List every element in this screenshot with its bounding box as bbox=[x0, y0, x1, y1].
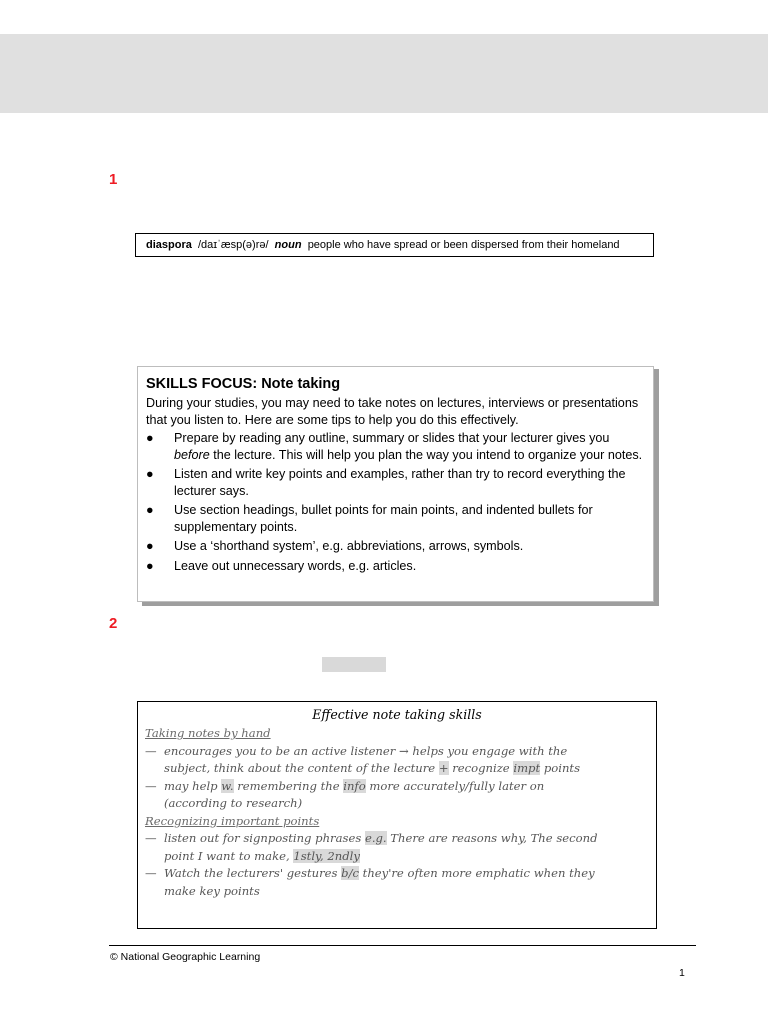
redacted-bar bbox=[322, 657, 386, 672]
skills-intro: During your studies, you may need to take notes on lectures, interviews or presentations that you listen to. Here are some tips to help you do this effectively. bbox=[146, 396, 639, 427]
notes-text: point I want to make, bbox=[164, 848, 294, 863]
notes-text: (according to research) bbox=[164, 796, 303, 810]
bullet-4-text: Use a ‘shorthand system’, e.g. abbreviations, arrows, symbols. bbox=[174, 539, 524, 553]
skills-box bbox=[137, 366, 654, 602]
notes-text: more accurately/fully later on bbox=[365, 778, 545, 793]
skills-focus-panel bbox=[137, 366, 659, 606]
notes-heading-2: Recognizing important points bbox=[145, 813, 320, 828]
notes-line-2-cont bbox=[145, 795, 649, 813]
notes-text: subject, think about the content of the lecture bbox=[164, 761, 439, 775]
notes-text: may help bbox=[164, 778, 222, 793]
bullet-2-text: Listen and write key points and examples, rather than try to record everything the lecturer says. bbox=[174, 467, 626, 498]
notes-line-1 bbox=[145, 743, 649, 761]
highlighted-abbrev: impt bbox=[513, 761, 541, 775]
notes-text: make key points bbox=[164, 883, 260, 898]
skills-bullet-4 bbox=[146, 538, 643, 555]
bullet-1-pre: Prepare by reading any outline, summary or slides that your lecturer gives you bbox=[174, 431, 610, 445]
highlighted-abbrev: e.g. bbox=[364, 831, 387, 845]
highlighted-abbrev: info bbox=[343, 778, 366, 793]
bullet-1-emphasis: before bbox=[174, 447, 210, 462]
dash-icon: — bbox=[145, 866, 157, 880]
skills-bullet-2 bbox=[146, 466, 643, 499]
notes-text: encourages you to be an active listener bbox=[164, 743, 399, 758]
notes-text: points bbox=[540, 761, 581, 775]
section-number-2: 2 bbox=[109, 615, 118, 632]
notes-line-3-cont bbox=[145, 848, 649, 866]
bullet-icon: ● bbox=[146, 558, 154, 573]
skills-bullet-5 bbox=[146, 558, 643, 575]
bullet-icon: ● bbox=[146, 431, 154, 445]
gloss-definition: people who have spread or been dispersed from their homeland bbox=[307, 239, 620, 251]
plus-icon: + bbox=[438, 761, 449, 775]
notes-text: There are reasons why, The second bbox=[386, 831, 598, 845]
dash-icon: — bbox=[145, 743, 157, 758]
notes-text: recognize bbox=[448, 761, 514, 775]
bullet-1-post: the lecture. This will help you plan the way you intend to organize your notes. bbox=[209, 447, 643, 462]
highlighted-abbrev: b/c bbox=[341, 866, 359, 880]
notes-text: Watch the lecturers' gestures bbox=[164, 866, 342, 880]
section-number-1: 1 bbox=[109, 171, 118, 188]
gloss-pronunciation: /daɪˈæsp(ə)rə/ bbox=[197, 239, 269, 251]
dash-icon: — bbox=[145, 831, 157, 845]
gloss-word: diaspora bbox=[146, 239, 192, 251]
footer-divider bbox=[109, 945, 696, 946]
notes-line-4 bbox=[145, 865, 649, 883]
page-number: 1 bbox=[679, 967, 685, 979]
notes-line-1-cont bbox=[145, 760, 649, 778]
bullet-icon: ● bbox=[146, 539, 154, 553]
notes-text: they're often more emphatic when they bbox=[358, 866, 595, 880]
skills-title: SKILLS FOCUS: Note taking bbox=[146, 376, 341, 392]
skills-bullet-list bbox=[146, 430, 643, 574]
arrow-right-icon: → bbox=[399, 743, 409, 758]
gloss-part-of-speech: noun bbox=[274, 239, 302, 251]
highlighted-abbrev: w. bbox=[221, 778, 234, 793]
skills-bullet-3 bbox=[146, 502, 643, 535]
notes-text: remembering the bbox=[233, 778, 344, 793]
notes-text: listen out for signposting phrases bbox=[164, 831, 365, 845]
dash-icon: — bbox=[145, 778, 157, 793]
notes-title: Effective note taking skills bbox=[312, 707, 482, 722]
header-band bbox=[0, 34, 768, 113]
skills-bullet-1 bbox=[146, 430, 643, 463]
notes-heading-1: Taking notes by hand bbox=[145, 726, 271, 740]
notes-line-3 bbox=[145, 830, 649, 848]
bullet-5-text: Leave out unnecessary words, e.g. articles. bbox=[174, 558, 417, 573]
notes-line-2 bbox=[145, 778, 649, 796]
footer-copyright: © National Geographic Learning bbox=[110, 951, 261, 963]
bullet-3-text: Use section headings, bullet points for main points, and indented bullets for supplementary points. bbox=[174, 503, 593, 534]
bullet-icon: ● bbox=[146, 467, 154, 481]
notes-text: helps you engage with the bbox=[408, 743, 568, 758]
glossary-box bbox=[135, 233, 654, 257]
highlighted-abbrev: 1stly, 2ndly bbox=[293, 848, 360, 863]
handwritten-notes-box bbox=[137, 701, 657, 929]
bullet-icon: ● bbox=[146, 503, 154, 517]
notes-line-4-cont bbox=[145, 883, 649, 901]
